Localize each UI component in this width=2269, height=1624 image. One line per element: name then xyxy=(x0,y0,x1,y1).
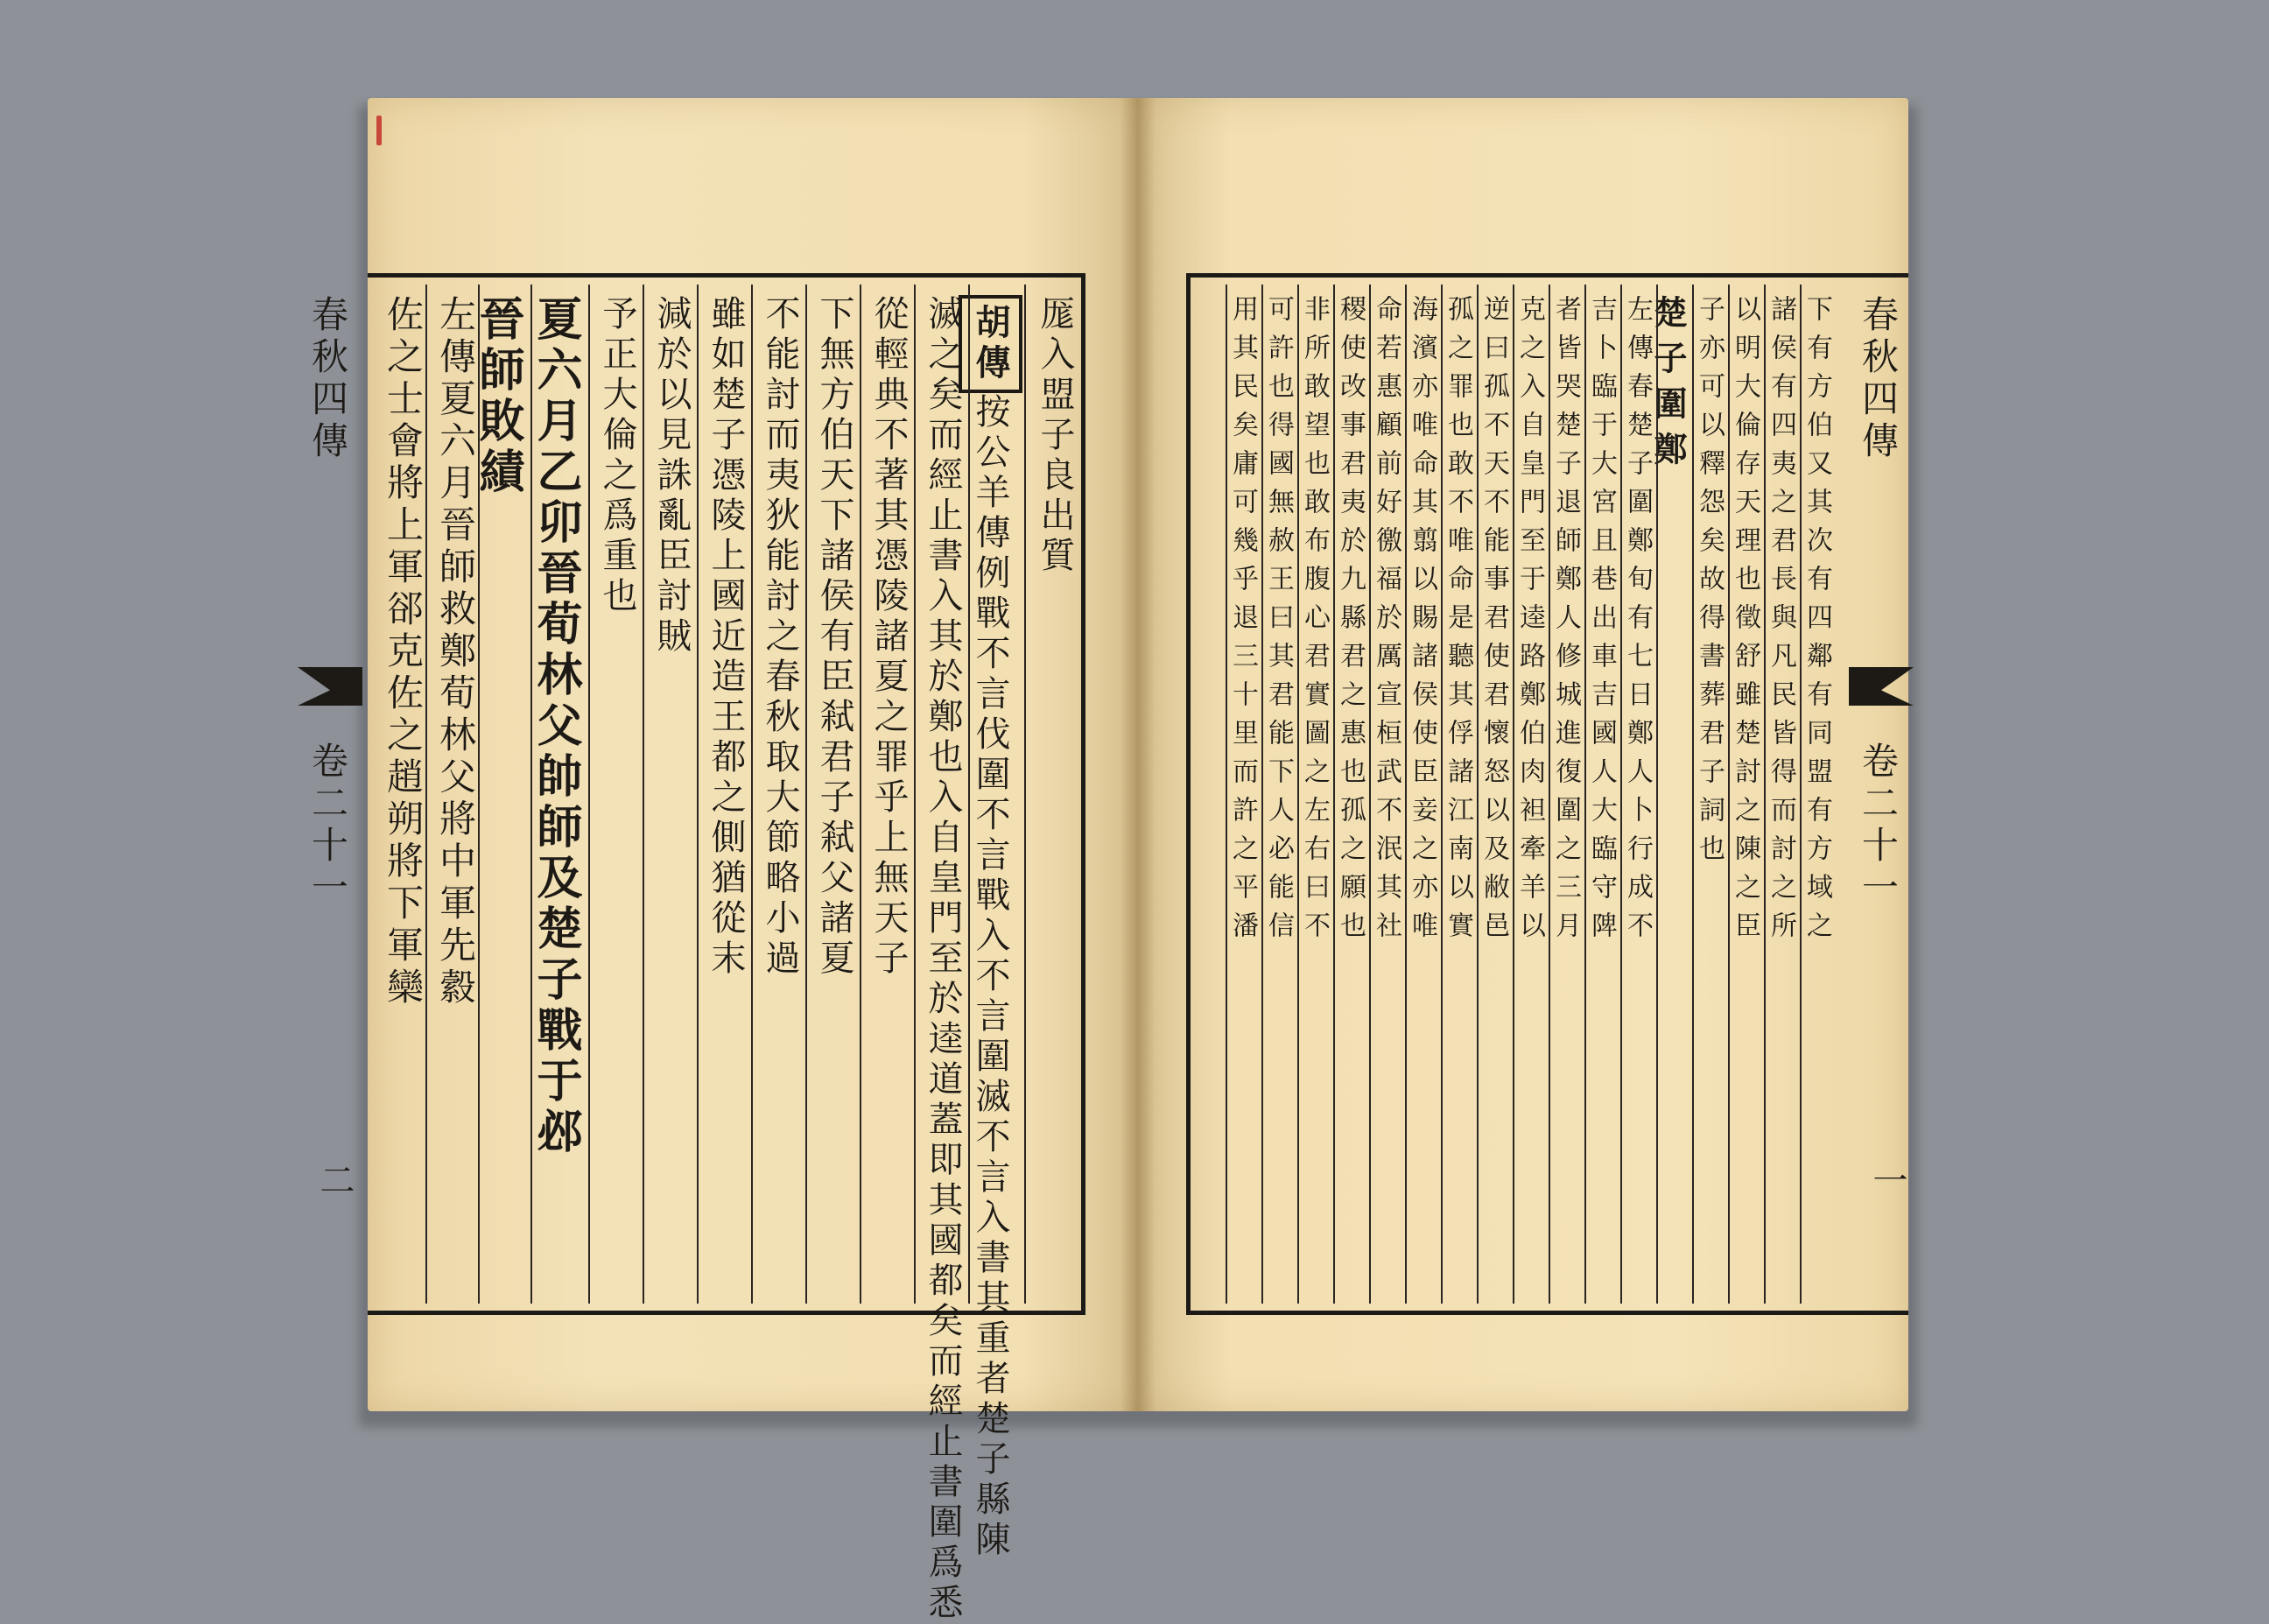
text-column-6: 不能討而夷狄能討之春秋取大節略小過 xyxy=(760,295,800,980)
open-book xyxy=(306,98,1908,1624)
column-rule xyxy=(860,285,861,1304)
column-rule xyxy=(1477,285,1479,1304)
text-column-12: 海濱亦唯命其翦以賜諸侯使臣妾之亦唯 xyxy=(1407,295,1437,950)
text-column-9: 予正大倫之爲重也 xyxy=(597,295,637,617)
column-rule xyxy=(1764,285,1766,1304)
classic-heading-chuzi-wei-zheng: 楚子圍鄭 xyxy=(1648,295,1688,477)
column-rule xyxy=(1333,285,1335,1304)
text-column-2 xyxy=(970,295,1022,1561)
left-margin-title: 春秋四傳 xyxy=(306,295,349,463)
left-page xyxy=(306,98,1138,1624)
text-column-2-body: 按公羊傳例戰不言伐圍不言戰入不言圍滅不言入書其重者楚子縣陳 xyxy=(970,393,1010,1561)
column-rule xyxy=(914,285,916,1304)
column-rule xyxy=(530,285,532,1304)
column-rule xyxy=(1441,285,1443,1304)
text-column-1: 厖入盟子良出質 xyxy=(1035,295,1075,577)
column-rule xyxy=(1261,285,1263,1304)
text-column-5: 下無方伯天下諸侯有臣弒君子弒父諸夏 xyxy=(814,295,854,980)
column-rule xyxy=(1405,285,1407,1304)
text-column-15: 非所敢望也敢布腹心君實圖之左右曰不 xyxy=(1299,295,1330,950)
text-column-7: 雖如楚子憑陵上國近造王都之側猶從末 xyxy=(706,295,746,980)
text-column-8: 減於以見誅亂臣討賊 xyxy=(651,295,692,657)
column-rule xyxy=(643,285,644,1304)
column-rule xyxy=(1297,285,1299,1304)
text-column-8: 者皆哭楚子退師鄭人修城進復圍之三月 xyxy=(1550,295,1581,950)
column-rule xyxy=(1692,285,1694,1304)
text-column-1: 下有方伯又其次有四鄰有同盟有方域之 xyxy=(1802,295,1832,950)
column-rule xyxy=(751,285,753,1304)
text-column-10: 逆曰孤不天不能事君使君懷怒以及敝邑 xyxy=(1479,295,1509,950)
commentary-label-hu: 胡傳 xyxy=(959,295,1022,393)
column-rule xyxy=(1620,285,1622,1304)
book-gutter xyxy=(1120,98,1156,1411)
column-rule xyxy=(1584,285,1586,1304)
column-rule xyxy=(1800,285,1802,1304)
column-rule xyxy=(1369,285,1371,1304)
column-rule xyxy=(1549,285,1550,1304)
text-column-17: 用其民矣庸可幾乎退三十里而許之平潘 xyxy=(1227,295,1258,950)
text-column-6: 左傳春楚子圍鄭旬有七日鄭人卜行成不 xyxy=(1622,295,1653,950)
left-page-frame xyxy=(306,273,1085,1624)
text-column-4: 從輕典不著其憑陵諸夏之罪乎上無天子 xyxy=(868,295,909,980)
right-margin-volume: 卷二十一 xyxy=(1857,742,1900,910)
text-column-11: 孤之罪也敢不唯命是聽其俘諸江南以實 xyxy=(1443,295,1473,950)
red-tab-mark xyxy=(376,116,382,145)
column-rule xyxy=(1656,285,1658,1304)
classic-text-column-1: 夏六月乙卯晉荀林父帥師及楚子戰于邲 xyxy=(529,295,582,1158)
column-rule xyxy=(697,285,699,1304)
column-rule xyxy=(805,285,807,1304)
text-column-2: 諸侯有四夷之君長與凡民皆得而討之所 xyxy=(1766,295,1796,950)
text-column-7: 吉卜臨于大宮且巷出車吉國人大臨守陴 xyxy=(1586,295,1617,950)
text-column-16: 可許也得國無赦王曰其君能下人必能信 xyxy=(1263,295,1294,950)
text-column-13: 命若惠顧前好徼福於厲宣桓武不泯其社 xyxy=(1371,295,1401,950)
right-page-frame xyxy=(1186,273,1908,1315)
column-rule xyxy=(588,285,590,1304)
column-rule xyxy=(968,285,970,1304)
text-column-14: 稷使改事君夷於九縣君之惠也孤之願也 xyxy=(1335,295,1366,950)
text-column-13: 佐之士會將上軍郤克佐之趙朔將下軍欒 xyxy=(382,295,425,1009)
right-margin-title: 春秋四傳 xyxy=(1857,295,1900,463)
text-column-9: 克之入自皇門至于逵路鄭伯肉袒牽羊以 xyxy=(1514,295,1545,950)
right-page xyxy=(1138,98,1908,1411)
text-column-3: 以明大倫存天理也徵舒雖楚討之陳之臣 xyxy=(1730,295,1760,950)
text-column-4: 子亦可以釋怨矣故得書葬君子詞也 xyxy=(1694,295,1725,873)
column-rule xyxy=(1226,285,1227,1304)
column-rule xyxy=(1728,285,1730,1304)
right-folio-number: 一 xyxy=(1867,1162,1907,1197)
classic-text-column-2: 晉師敗績 xyxy=(471,295,524,498)
left-folio-number: 二 xyxy=(314,1162,355,1197)
column-rule xyxy=(1024,285,1026,1304)
left-margin-volume: 卷二十一 xyxy=(306,742,349,910)
text-column-12: 左傳夏六月晉師救鄭荀林父將中軍先縠 xyxy=(434,295,477,1009)
column-rule xyxy=(1513,285,1514,1304)
text-column-3: 滅之矣而經止書入其於鄭也入自皇門至於逵道蓋即其國都矣而經止書圍爲悉 xyxy=(923,295,963,1624)
